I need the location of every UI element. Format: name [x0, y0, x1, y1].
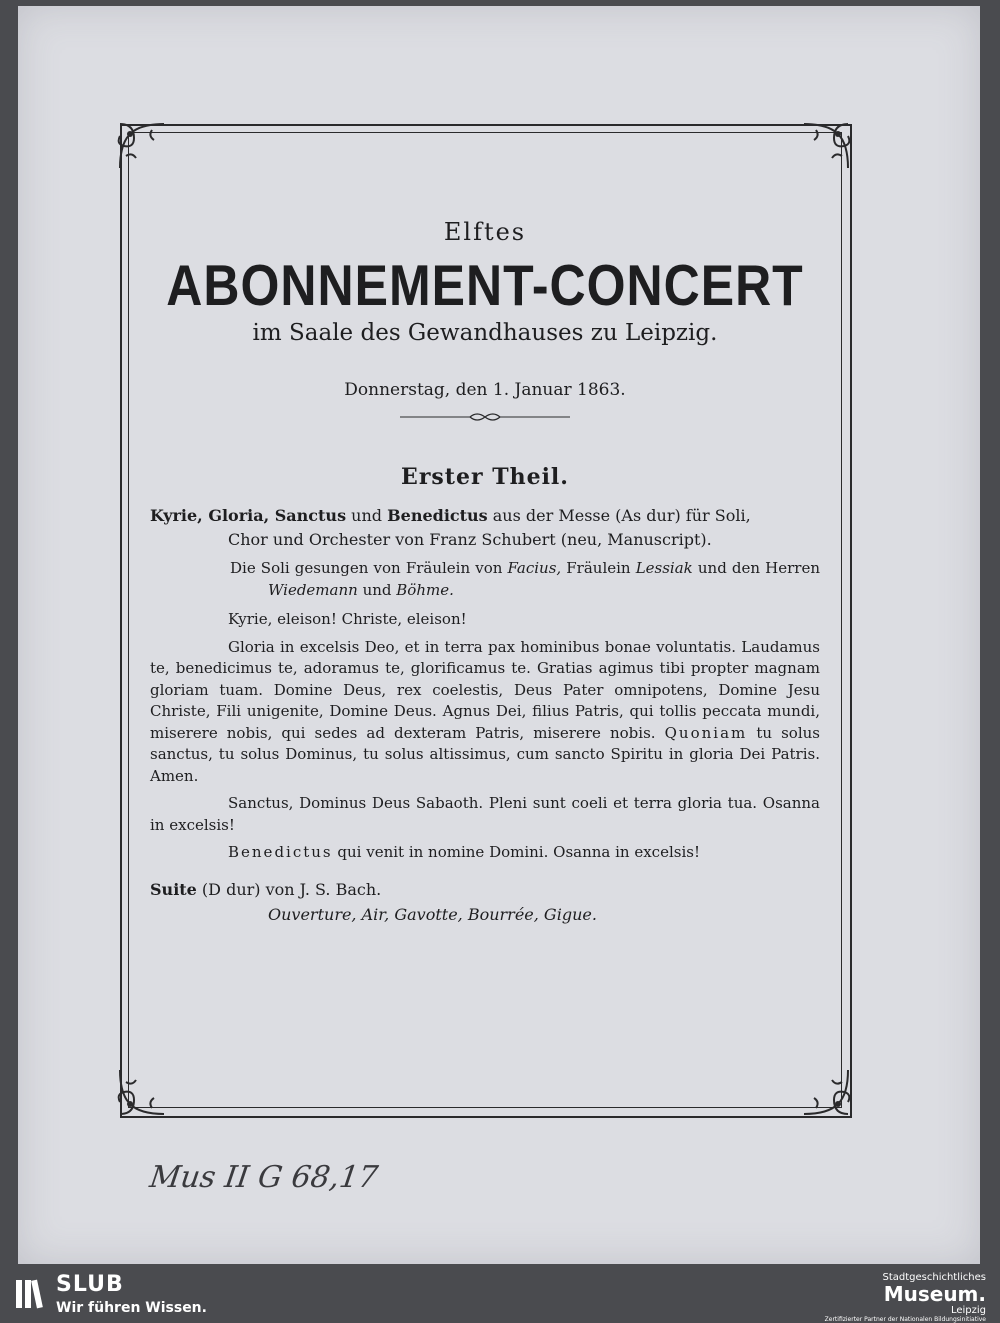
soli-text-2: Fräulein: [561, 559, 636, 577]
sanctus-text: Sanctus, Dominus Deus Sabaoth. Pleni sunt coeli et terra gloria tua. Osanna in excelsis!: [150, 794, 820, 834]
soli-text-3: und den Herren: [692, 559, 820, 577]
work1-source: aus der Messe (As dur) für Soli,: [487, 506, 751, 525]
footer-bar: [0, 1266, 1000, 1322]
soloists-line: [150, 558, 820, 601]
kyrie-text: Kyrie, eleison! Christe, eleison!: [228, 610, 467, 628]
benedictus-rest: qui venit in nomine Domini. Osanna in excelsis!: [332, 843, 700, 861]
museum-partner: Zertifizierter Partner der Nationalen Bildungsinitiative: [824, 1316, 986, 1323]
gloria-quoniam: Quoniam: [664, 723, 748, 742]
museum-city: Leipzig: [950, 1305, 986, 1316]
slub-logo-icon: [14, 1276, 50, 1312]
corner-ornament-top-right: [796, 116, 856, 176]
soloist-lessiak: Lessiak: [635, 559, 693, 577]
corner-ornament-bottom-left: [112, 1062, 172, 1122]
venue-subtitle: im Saale des Gewandhauses zu Leipzig.: [252, 320, 718, 346]
museum-logo[interactable]: [825, 1272, 986, 1323]
library-name[interactable]: SLUB: [56, 1272, 124, 1297]
work-schubert-mass: [150, 504, 820, 552]
work2-title: Suite: [150, 879, 197, 899]
soloist-facius: Facius,: [507, 559, 562, 577]
corner-ornament-top-left: [112, 116, 172, 176]
work1-and: und: [346, 506, 388, 525]
soloist-wiedemann: Wiedemann: [268, 580, 358, 599]
gloria-text-1: Gloria in excelsis Deo, et in terra pax hominibus bonae voluntatis. Laudamus te, benedicimus te, adoramus te, glorificamus te. Gratias agimus tibi propter magnam gloriam tuam. Domine Deus, rex coelestis, Deus Pater omnipotens, Domine Jesu Christe, Fili unigenite, Domine Deus. Agnus Dei, filius Patris, qui tollis peccata mundi, miserere nobis, qui sedes ad dexteram Patris, miserere nobis.: [150, 637, 820, 742]
pre-title: Elftes: [443, 218, 527, 246]
gloria-text-2: tu solus sanctus, tu solus Dominus, tu solus altissimus, cum sancto Spiritu in gloria Dei Patris. Amen.: [150, 723, 820, 785]
work2-movements: Ouverture, Air, Gavotte, Bourrée, Gigue.: [268, 904, 597, 924]
corner-ornament-bottom-right: [796, 1062, 856, 1122]
museum-name: Museum.: [883, 1282, 986, 1306]
soli-text-1: Die Soli gesungen von Fräulein von: [230, 559, 508, 577]
section-heading: Erster Theil.: [401, 464, 569, 490]
benedictus-word: Benedictus: [228, 843, 333, 861]
concert-date: Donnerstag, den 1. Januar 1863.: [344, 380, 626, 400]
work1-movements: Kyrie, Gloria, Sanctus: [150, 506, 347, 525]
work-bach-suite: [150, 880, 820, 899]
benedictus-text: [150, 842, 820, 864]
program-content: [150, 200, 820, 924]
divider-ornament: [400, 410, 570, 424]
concert-title: ABONNEMENT-CONCERT: [166, 253, 804, 318]
library-tagline: Wir führen Wissen.: [56, 1300, 207, 1316]
soli-text-4: und: [357, 580, 397, 599]
work1-composer: Chor und Orchester von Franz Schubert (neu, Manuscript).: [228, 530, 712, 549]
work2-composer: (D dur) von J. S. Bach.: [196, 879, 382, 899]
soloist-boehme: Böhme.: [396, 580, 454, 599]
work1-benedictus: Benedictus: [387, 506, 488, 525]
gloria-text: [150, 637, 820, 788]
museum-prefix: Stadtgeschichtliches: [882, 1272, 986, 1283]
handwritten-shelfmark: Mus II G 68,17: [147, 1160, 381, 1195]
